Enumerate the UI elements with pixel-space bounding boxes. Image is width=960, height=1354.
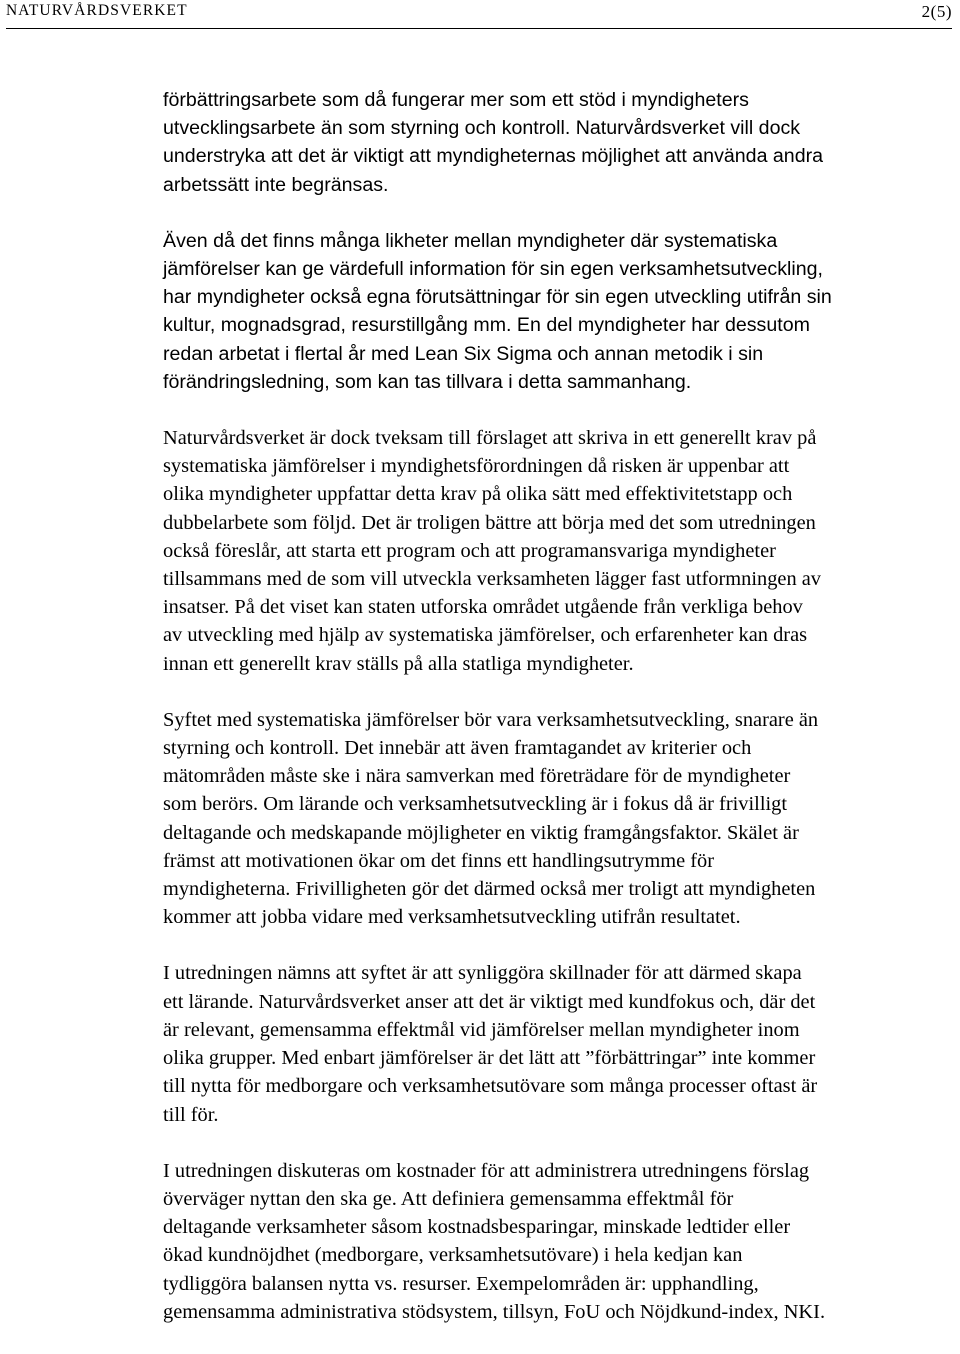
text-line: deltagande verksamheter såsom kostnadsbesparingar, minskade ledtider eller (163, 1216, 791, 1239)
text-line: till nytta för medborgare och verksamhetsutövare som många processer oftast är (163, 1075, 818, 1098)
paragraph-6 (163, 1157, 958, 1326)
text-line: mätområden måste ske i nära samverkan med företrädare för de myndigheter (163, 765, 791, 788)
text-line: tydliggöra balansen nytta vs. resurser. Exempelområden är: upphandling, (163, 1272, 759, 1295)
text-line: styrning och kontroll. Det innebär att även framtagandet av kriterier och (163, 737, 752, 760)
text-line: överväger nyttan den ska ge. Att definiera gemensamma effektmål för (163, 1187, 734, 1210)
text-line: I utredningen nämns att syftet är att synliggöra skillnader för att därmed skapa (163, 962, 802, 985)
text-line: förbättringsarbete som då fungerar mer som ett stöd i myndigheters (163, 89, 749, 111)
text-line: utvecklingsarbete än som styrning och kontroll. Naturvårdsverket vill dock (163, 117, 801, 140)
text-line: arbetssätt inte begränsas. (163, 173, 389, 196)
text-line: understryka att det är viktigt att myndigheternas möjlighet att använda andra (163, 145, 824, 168)
paragraph-4 (163, 706, 958, 932)
text-line: till för. (163, 1103, 219, 1126)
text-line: systematiska jämförelser i myndighetsförordningen då risken är uppenbar att (163, 455, 790, 478)
text-line: har myndigheter också egna förutsättningar för sin egen utveckling utifrån sin (163, 286, 832, 309)
text-line: olika myndigheter uppfattar detta krav på olika sätt med effektivitetstapp och (163, 483, 793, 506)
text-line: också föreslår, att starta ett program och att programansvariga myndigheter (163, 539, 776, 562)
text-line: kultur, mognadsgrad, resurstillgång mm. En del myndigheter har dessutom (163, 314, 810, 337)
text-line: myndigheterna. Frivilligheten gör det därmed också mer troligt att myndigheten (163, 878, 816, 901)
text-line: förändringsledning, som kan tas tillvara i detta sammanhang. (163, 370, 692, 393)
page-header (6, 2, 952, 26)
text-line: ett lärande. Naturvårdsverket anser att det är viktigt med kundfokus och, där det (163, 990, 816, 1013)
text-line: ökad kundnöjdhet (medborgare, verksamhetsutövare) i hela kedjan kan (163, 1244, 743, 1267)
text-line: olika grupper. Med enbart jämförelser är det lätt att ”förbättringar” inte kommer (163, 1047, 816, 1070)
text-line: dubbelarbete som följd. Det är troligen bättre att börja med det som utredningen (163, 511, 816, 534)
paragraph-5 (163, 959, 958, 1128)
paragraph-3 (163, 424, 958, 678)
text-line: tillsammans med de som vill utveckla verksamheten lägger fast utformningen av (163, 568, 821, 591)
text-line: kommer att jobba vidare med verksamhetsutveckling utifrån resultatet. (163, 906, 741, 929)
text-line: Även då det finns många likheter mellan myndigheter där systematiska (163, 229, 778, 252)
header-rule (6, 28, 952, 29)
document-body (163, 86, 958, 1354)
text-line: redan arbetat i flertal år med Lean Six Sigma och annan metodik i sin (163, 342, 764, 365)
header-organization: NATURVÅRDSVERKET (6, 2, 188, 19)
text-line: I utredningen diskuteras om kostnader för att administrera utredningens förslag (163, 1159, 810, 1182)
header-page-number: 2(5) (921, 2, 952, 21)
paragraph-1 (163, 86, 958, 199)
paragraph-2 (163, 227, 958, 396)
text-line: deltagande och medskapande möjligheter en viktig framgångsfaktor. Skälet är (163, 821, 799, 844)
text-line: främst att motivationen ökar om det finns ett handlingsutrymme för (163, 849, 714, 872)
text-line: som berörs. Om lärande och verksamhetsutveckling är i fokus då är frivilligt (163, 793, 788, 816)
text-line: insatser. På det viset kan staten utforska området utgående från verkliga behov (163, 596, 803, 619)
text-line: jämförelser kan ge värdefull information för sin egen verksamhetsutveckling, (163, 258, 823, 281)
text-line: Naturvårdsverket är dock tveksam till förslaget att skriva in ett generellt krav på (163, 427, 817, 450)
text-line: av utveckling med hjälp av systematiska jämförelser, och erfarenheter kan dras (163, 624, 808, 647)
text-line: innan ett generellt krav ställs på alla statliga myndigheter. (163, 652, 634, 675)
text-line: Syftet med systematiska jämförelser bör vara verksamhetsutveckling, snarare än (163, 708, 819, 731)
text-line: är relevant, gemensamma effektmål vid jämförelser mellan myndigheter inom (163, 1018, 800, 1041)
text-line: gemensamma administrativa stödsystem, tillsyn, FoU och Nöjdkund-index, NKI. (163, 1300, 826, 1323)
